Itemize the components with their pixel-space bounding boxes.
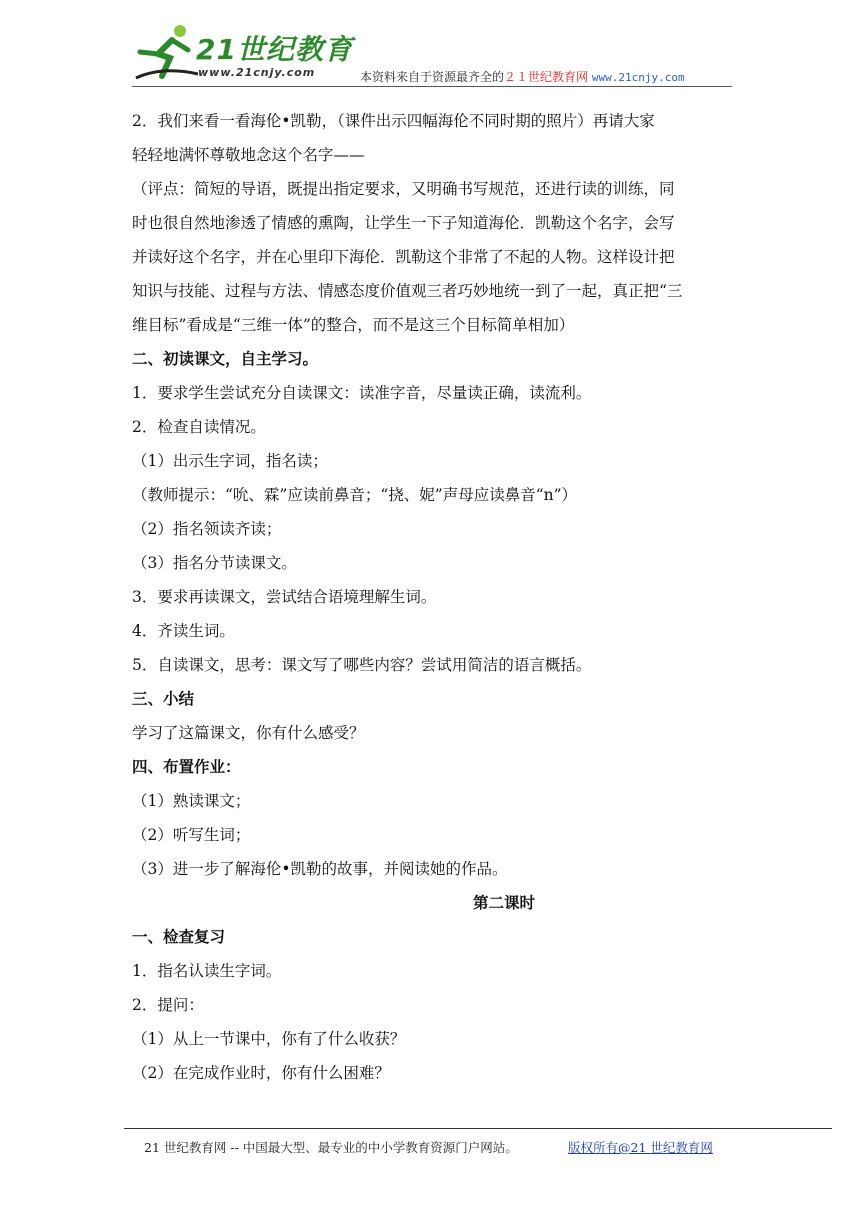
- commentary-line: 维目标”看成是“三维一体”的整合，而不是这三个目标简单相加）: [132, 316, 575, 334]
- sub-item: （3）指名分节读课文。: [132, 554, 297, 572]
- commentary-line: 时也很自然地渗透了情感的熏陶，让学生一下子知道海伦．凯勒这个名字，会写: [132, 214, 675, 232]
- sub-item: （2）指名领读齐读；: [132, 520, 282, 538]
- header-tagline: [360, 68, 685, 85]
- footer-copyright-link[interactable]: 版权所有@21 世纪教育网: [568, 1140, 713, 1155]
- body-line: 学习了这篇课文，你有什么感受？: [132, 724, 365, 742]
- page-footer: [124, 1128, 832, 1156]
- list-item: 1．指名认读生字词。: [132, 962, 282, 980]
- teacher-tip: （教师提示：“吮、霖”应读前鼻音；“挠、妮”声母应读鼻音“n”）: [132, 486, 578, 504]
- sub-item: （2）听写生词；: [132, 826, 251, 844]
- section-heading: 一、检查复习: [132, 927, 226, 946]
- document-body: [132, 104, 736, 1090]
- sub-item: （3）进一步了解海伦•凯勒的故事，并阅读她的作品。: [132, 860, 508, 878]
- section-heading: 二、初读课文，自主学习。: [132, 349, 319, 368]
- commentary-line: （评点：简短的导语，既提出指定要求，又明确书写规范，还进行读的训练，同: [132, 180, 675, 198]
- commentary-line: 知识与技能、过程与方法、情感态度价值观三者巧妙地统一到了一起，真正把“三: [132, 282, 683, 300]
- tagline-prefix: 本资料来自于资源最齐全的: [360, 70, 505, 84]
- logo-text: 21世纪教育: [196, 33, 353, 66]
- list-item: 4．齐读生词。: [132, 622, 235, 640]
- commentary-line: 并读好这个名字，并在心里印下海伦．凯勒这个非常了不起的人物。这样设计把: [132, 248, 675, 266]
- body-line: 轻轻地满怀尊敬地念这个名字——: [132, 146, 365, 164]
- header-divider: [132, 86, 732, 87]
- sub-item: （1）出示生字词，指名读；: [132, 452, 328, 470]
- list-item: 2．提问：: [132, 996, 204, 1014]
- sub-item: （1）熟读课文；: [132, 792, 251, 810]
- running-man-logo-icon: [132, 22, 202, 86]
- sub-item: （2）在完成作业时，你有什么困难？: [132, 1064, 390, 1082]
- lesson-title: 第二课时: [472, 893, 535, 912]
- section-heading: 四、布置作业：: [132, 757, 241, 776]
- footer-divider: [124, 1128, 832, 1129]
- section-heading: 三、小结: [132, 689, 195, 708]
- body-line: 2．我们来看一看海伦•凯勒，（课件出示四幅海伦不同时期的照片）再请大家: [132, 112, 655, 130]
- list-item: 5．自读课文，思考：课文写了哪些内容？尝试用简洁的语言概括。: [132, 656, 592, 674]
- sub-item: （1）从上一节课中，你有了什么收获？: [132, 1030, 406, 1048]
- list-item: 2．检查自读情况。: [132, 418, 266, 436]
- list-item: 3．要求再读课文，尝试结合语境理解生词。: [132, 588, 437, 606]
- page-header: [132, 18, 732, 90]
- footer-site-description: 21 世纪教育网 -- 中国最大型、最专业的中小学教育资源门户网站。: [144, 1140, 518, 1155]
- tagline-site-link[interactable]: ２１世纪教育网: [504, 70, 589, 84]
- list-item: 1．要求学生尝试充分自读课文：读准字音，尽量读正确，读流利。: [132, 384, 592, 402]
- tagline-url-link[interactable]: www.21cnjy.com: [591, 71, 685, 84]
- site-logo[interactable]: [132, 22, 353, 86]
- logo-url: www.21cnjy.com: [198, 66, 316, 79]
- footer-text: [124, 1138, 832, 1156]
